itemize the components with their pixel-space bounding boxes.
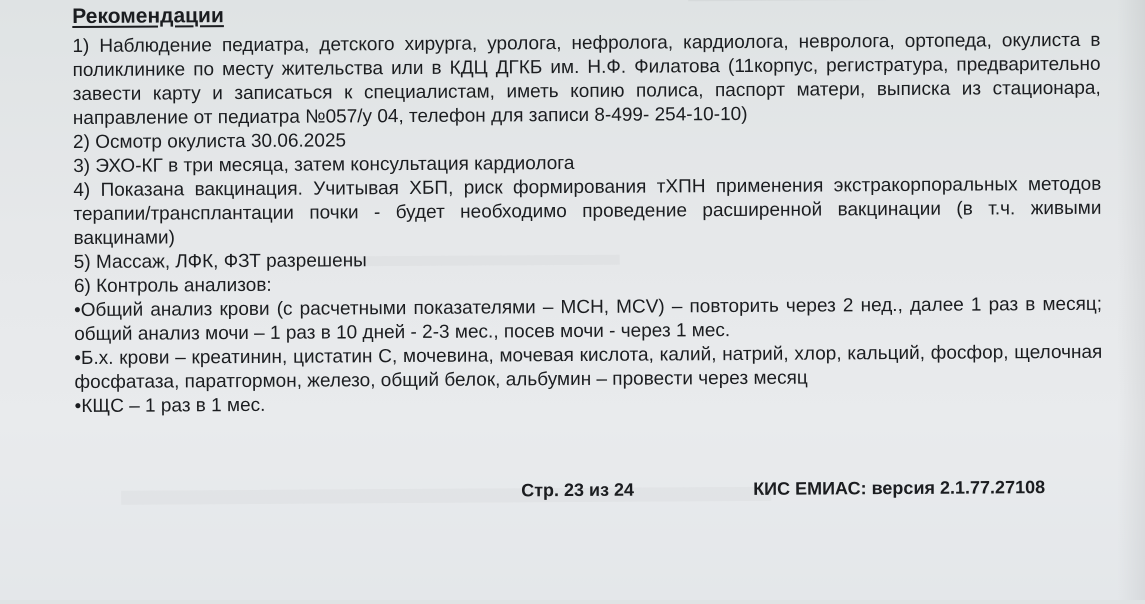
recommendation-item-5: 5) Массаж, ЛФК, ФЗТ разрешены	[73, 250, 367, 274]
analysis-item-blood: •Общий анализ крови (с расчетными показателями – МСН, MCV) – повторить через 2 нед., далее 1 раз в месяц; общий анализ мочи – 1 раз в 10 дней - 2-3 мес., посев мочи - через 1 мес.	[73, 293, 1103, 346]
recommendation-item-1: 1) Наблюдение педиатра, детского хирурга, уролога, нефролога, кардиолога, невролога, ортопеда, окулиста в поликлинике по месту жительства или в КДЦ ДГКБ им. Н.Ф. Филатова (11корпус, регистратура, предварительно завести карту и записаться к специалистам, иметь копию полиса, паспорт матери, выписка из стационара, направление от педиатра №057/у 04, телефон для записи 8-499- 254-10-10)	[72, 29, 1101, 130]
recommendation-item-2: 2) Осмотр окулиста 30.06.2025	[72, 130, 347, 154]
recommendation-item-6: 6) Контроль анализов:	[73, 274, 272, 298]
recommendation-item-4: 4) Показана вакцинация. Учитывая ХБП, риск формирования тХПН применения экстракорпоральных методов терапии/трансплантации почки - будет необходимо проведение расширенной вакцинации (в т.ч. живыми вакцинами)	[73, 173, 1102, 250]
bleed-through-mark	[688, 0, 1068, 15]
recommendations-list	[72, 29, 1102, 419]
analysis-item-kshs: •КЩС – 1 раз в 1 мес.	[74, 394, 266, 418]
page-number: Стр. 23 из 24	[521, 479, 635, 501]
page-edge-shadow	[1117, 0, 1145, 600]
section-title: Рекомендации	[72, 4, 224, 29]
recommendation-item-3: 3) ЭХО-КГ в три месяца, затем консультация кардиолога	[73, 152, 575, 178]
analysis-item-biochemistry: •Б.х. крови – креатинин, цистатин С, мочевина, мочевая кислота, калий, натрий, хлор, кальций, фосфор, щелочная фосфатаза, паратгормон, железо, общий белок, альбумин – провести через месяц	[74, 341, 1103, 394]
bleed-through-mark	[121, 487, 771, 505]
system-version: КИС ЕМИАС: версия 2.1.77.27108	[753, 477, 1046, 499]
